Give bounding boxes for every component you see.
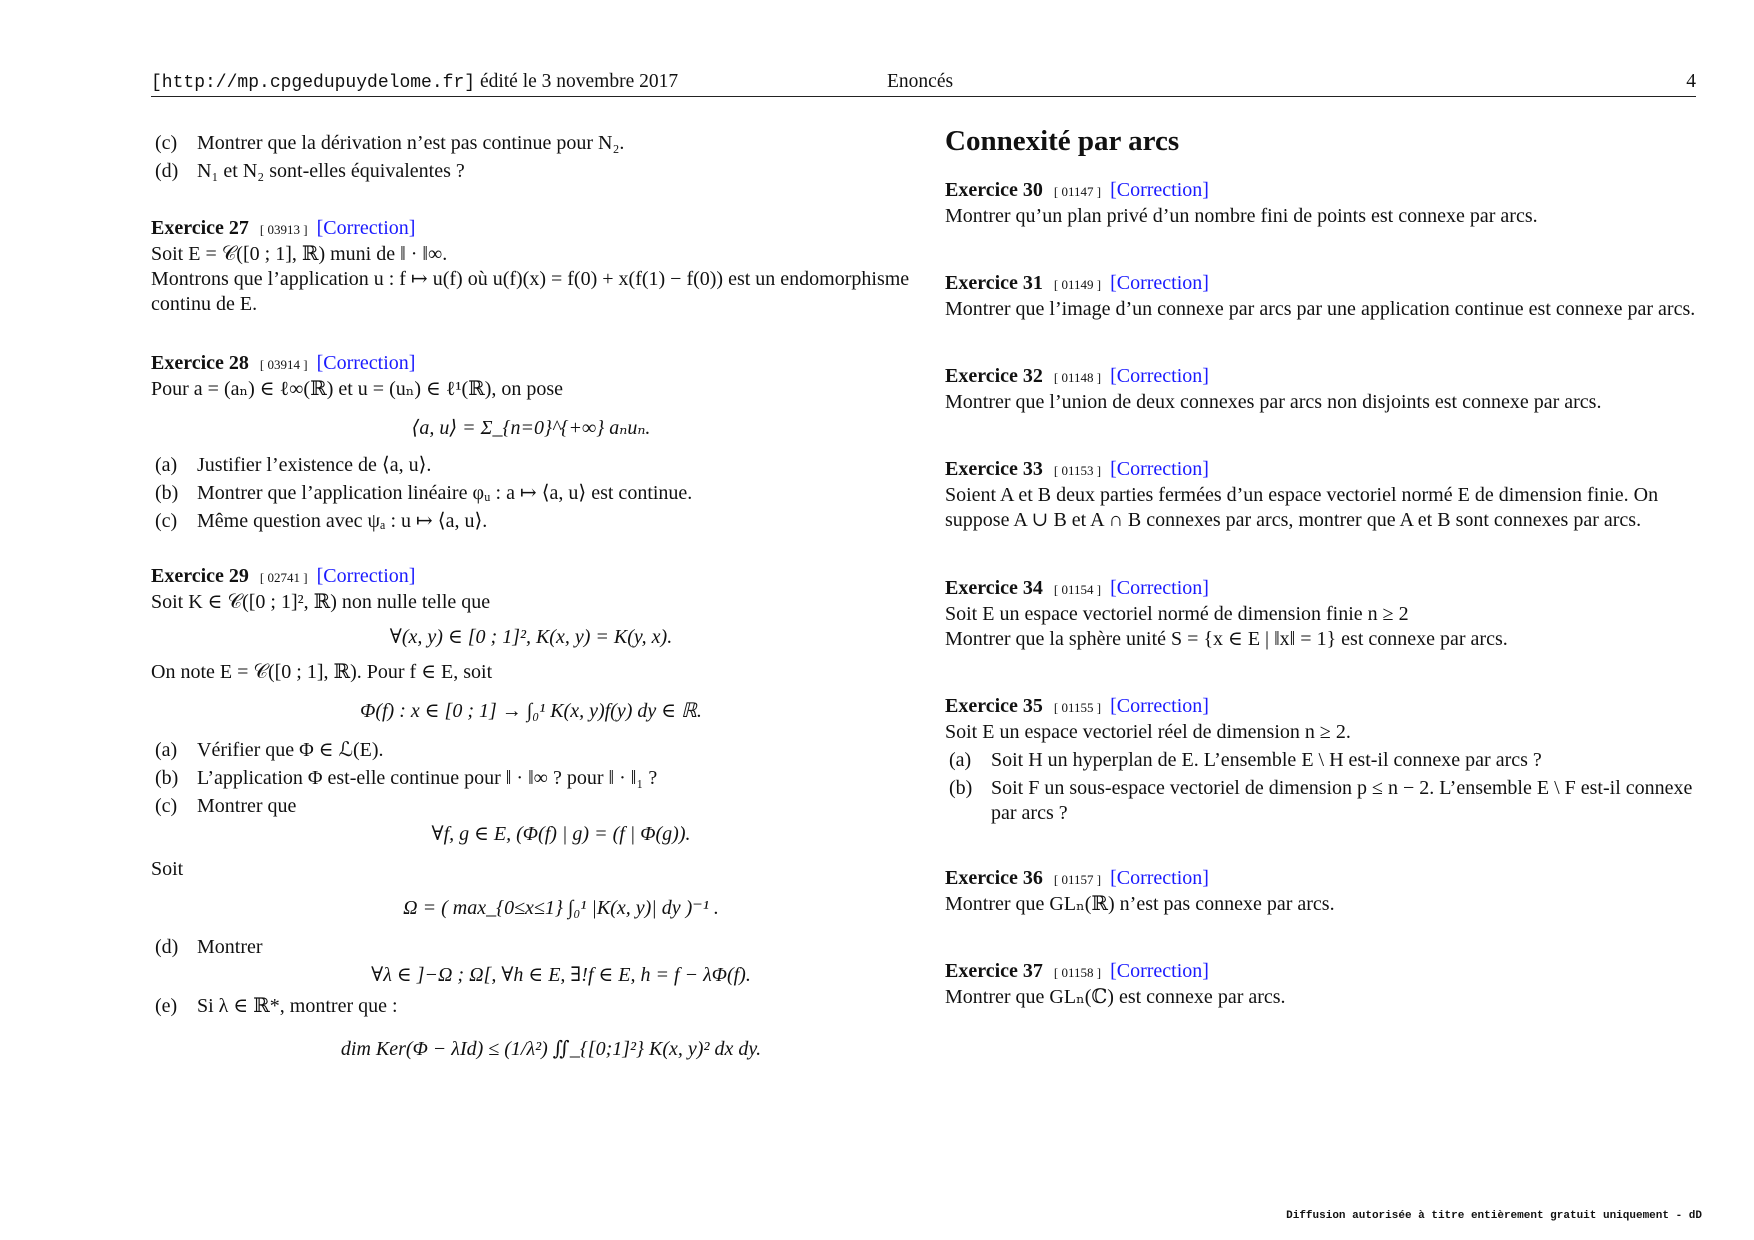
item-label: (d) [155, 936, 179, 958]
exercise-id: [ 01158 ] [1053, 965, 1102, 980]
item-text: Soit F un sous-espace vectoriel de dimension p ≤ n − 2. L’ensemble E \ F est-il connexe par arcs ? [991, 777, 1693, 824]
item-label: (c) [155, 795, 178, 817]
list-item [945, 748, 1705, 773]
exercise-id: [ 01157 ] [1053, 872, 1102, 887]
exercise-title: Exercice 37 [945, 960, 1043, 982]
header-url[interactable]: [http://mp.cpgedupuydelome.fr] [151, 73, 476, 93]
exercise-heading [945, 271, 1705, 297]
item-text: Montrer que l’application linéaire φᵤ : a ↦ ⟨a, u⟩ est continue. [197, 482, 693, 504]
exercise-heading [945, 694, 1705, 720]
display-formula: dim Ker(Φ − λId) ≤ (1/λ²) ∬_{[0;1]²} K(x, y)² dx dy. [340, 1038, 762, 1060]
exercise-id: [ 01147 ] [1053, 184, 1102, 199]
exercise-id: [ 01153 ] [1053, 463, 1102, 478]
exercise-text: Soit K ∈ 𝒞([0 ; 1]², ℝ) non nulle telle que [151, 591, 491, 613]
exercise-text: Montrons que l’application u : f ↦ u(f) où u(f)(x) = f(0) + x(f(1) − f(0)) est un endomorphisme continu de E. [151, 268, 910, 315]
item-text: Montrer que [197, 795, 297, 817]
exercise-text: Montrer que GLₙ(ℝ) n’est pas connexe par arcs. [945, 893, 1335, 915]
header-edited: édité le 3 novembre 2017 [479, 71, 679, 92]
exercise-id: [ 01148 ] [1053, 370, 1102, 385]
correction-link[interactable]: [Correction] [1110, 960, 1209, 982]
exercise-title: Exercice 35 [945, 695, 1043, 717]
list-item [151, 453, 911, 478]
exercise-title: Exercice 29 [151, 565, 249, 587]
item-label: (c) [155, 132, 178, 154]
section-title: Connexité par arcs [945, 125, 1180, 157]
item-text: Même question avec ψₐ : u ↦ ⟨a, u⟩. [197, 510, 488, 532]
list-item [151, 509, 911, 534]
item-text: N₁ et N₂ sont-elles équivalentes ? [197, 160, 465, 182]
correction-link[interactable]: [Correction] [1110, 577, 1209, 599]
correction-link[interactable]: [Correction] [316, 565, 416, 587]
exercise-27 [151, 216, 911, 317]
item-label: (b) [155, 767, 179, 789]
list-item [945, 776, 1705, 826]
exercise-text: Soit [151, 858, 184, 880]
exercise-text: On note E = 𝒞([0 ; 1], ℝ). Pour f ∈ E, soit [151, 661, 493, 683]
exercise-id: [ 01154 ] [1053, 582, 1102, 597]
correction-link[interactable]: [Correction] [1110, 867, 1209, 889]
exercise-28 [151, 351, 911, 534]
exercise-title: Exercice 32 [945, 365, 1043, 387]
left-column [151, 128, 911, 1062]
list-item [151, 994, 911, 1019]
correction-link[interactable]: [Correction] [1110, 179, 1209, 201]
right-column [945, 124, 1705, 1010]
exercise-title: Exercice 28 [151, 352, 249, 374]
list-item [151, 935, 911, 960]
exercise-text: Pour a = (aₙ) ∈ ℓ∞(ℝ) et u = (uₙ) ∈ ℓ¹(ℝ), on pose [151, 378, 564, 400]
exercise-text: Montrer que la sphère unité S = {x ∈ E | ‖x‖ = 1} est connexe par arcs. [945, 628, 1508, 650]
page-number: 4 [1686, 71, 1696, 92]
item-text: Vérifier que Φ ∈ ℒ(E). [197, 739, 384, 761]
exercise-heading [945, 959, 1705, 985]
exercise-29 [151, 564, 911, 1062]
item-label: (c) [155, 510, 178, 532]
exercise-id: [ 02741 ] [259, 570, 308, 585]
exercise-37 [945, 959, 1705, 1010]
exercise-heading [945, 364, 1705, 390]
list-item [151, 794, 911, 819]
exercise-heading [151, 351, 911, 377]
item-text: Si λ ∈ ℝ*, montrer que : [197, 995, 398, 1017]
exercise-title: Exercice 30 [945, 179, 1043, 201]
exercise-34 [945, 576, 1705, 652]
exercise-text: Montrer que l’union de deux connexes par arcs non disjoints est connexe par arcs. [945, 391, 1602, 413]
exercise-31 [945, 271, 1705, 322]
exercise-text: Montrer que l’image d’un connexe par arcs par une application continue est connexe par arcs. [945, 298, 1696, 320]
item-label: (e) [155, 995, 178, 1017]
list-item [151, 738, 911, 763]
correction-link[interactable]: [Correction] [316, 352, 416, 374]
exercise-text: Soit E un espace vectoriel réel de dimension n ≥ 2. [945, 721, 1351, 743]
exercise-35 [945, 694, 1705, 826]
page-header [151, 70, 1696, 97]
correction-link[interactable]: [Correction] [1110, 365, 1209, 387]
header-section: Enoncés [887, 71, 954, 92]
display-formula: ∀λ ∈ ]−Ω ; Ω[, ∀h ∈ E, ∃!f ∈ E, h = f − λΦ(f). [371, 964, 751, 986]
exercise-id: [ 03914 ] [259, 357, 308, 372]
exercise-text: Montrer que GLₙ(ℂ) est connexe par arcs. [945, 986, 1286, 1008]
correction-link[interactable]: [Correction] [1110, 458, 1209, 480]
display-formula: Ω = ( max_{0≤x≤1} ∫₀¹ |K(x, y)| dy )⁻¹ . [403, 897, 719, 919]
list-item [151, 766, 911, 791]
item-label: (b) [155, 482, 179, 504]
page-footer: Diffusion autorisée à titre entièrement gratuit uniquement - dD [1286, 1210, 1702, 1222]
list-item [151, 481, 911, 506]
exercise-text: Soit E = 𝒞([0 ; 1], ℝ) muni de ‖ · ‖∞. [151, 243, 448, 265]
list-item [151, 159, 911, 184]
list-item [151, 131, 911, 156]
exercise-title: Exercice 34 [945, 577, 1043, 599]
exercise-heading [945, 178, 1705, 204]
item-label: (a) [949, 749, 972, 771]
exercise-id: [ 01149 ] [1053, 277, 1102, 292]
exercise-title: Exercice 31 [945, 272, 1043, 294]
exercise-heading [945, 457, 1705, 483]
display-formula: ⟨a, u⟩ = Σ_{n=0}^{+∞} aₙuₙ. [411, 417, 651, 439]
exercise-title: Exercice 33 [945, 458, 1043, 480]
display-formula: Φ(f) : x ∈ [0 ; 1] → ∫₀¹ K(x, y)f(y) dy ∈ ℝ. [360, 700, 702, 722]
item-label: (a) [155, 739, 178, 761]
header-left [151, 71, 678, 93]
exercise-32 [945, 364, 1705, 415]
exercise-text: Montrer qu’un plan privé d’un nombre fini de points est connexe par arcs. [945, 205, 1538, 227]
exercise-heading [151, 564, 911, 590]
item-text: Montrer [197, 936, 263, 958]
exercise-id: [ 01155 ] [1053, 700, 1102, 715]
exercise-text: Soit E un espace vectoriel normé de dimension finie n ≥ 2 [945, 603, 1409, 625]
exercise-33 [945, 457, 1705, 533]
exercise-text: Soient A et B deux parties fermées d’un espace vectoriel normé E de dimension finie. On suppose A ∪ B et A ∩ B connexes par arcs, montrer que A et B sont connexes par arcs. [945, 484, 1659, 531]
correction-link[interactable]: [Correction] [316, 217, 416, 239]
exercise-title: Exercice 36 [945, 867, 1043, 889]
item-text: Soit H un hyperplan de E. L’ensemble E \ H est-il connexe par arcs ? [991, 749, 1542, 771]
display-formula: ∀f, g ∈ E, (Φ(f) | g) = (f | Φ(g)). [431, 823, 691, 845]
item-label: (b) [949, 777, 973, 799]
item-text: Justifier l’existence de ⟨a, u⟩. [197, 454, 432, 476]
correction-link[interactable]: [Correction] [1110, 272, 1209, 294]
exercise-36 [945, 866, 1705, 917]
correction-link[interactable]: [Correction] [1110, 695, 1209, 717]
exercise-heading [151, 216, 911, 242]
exercise-heading [945, 866, 1705, 892]
exercise-30 [945, 178, 1705, 229]
exercise-heading [945, 576, 1705, 602]
item-text: Montrer que la dérivation n’est pas continue pour N₂. [197, 132, 625, 154]
item-label: (d) [155, 160, 179, 182]
display-formula: ∀(x, y) ∈ [0 ; 1]², K(x, y) = K(y, x). [389, 626, 673, 648]
item-text: L’application Φ est-elle continue pour ‖ · ‖∞ ? pour ‖ · ‖₁ ? [197, 767, 658, 789]
item-label: (a) [155, 454, 178, 476]
exercise-title: Exercice 27 [151, 217, 249, 239]
exercise-id: [ 03913 ] [259, 222, 308, 237]
